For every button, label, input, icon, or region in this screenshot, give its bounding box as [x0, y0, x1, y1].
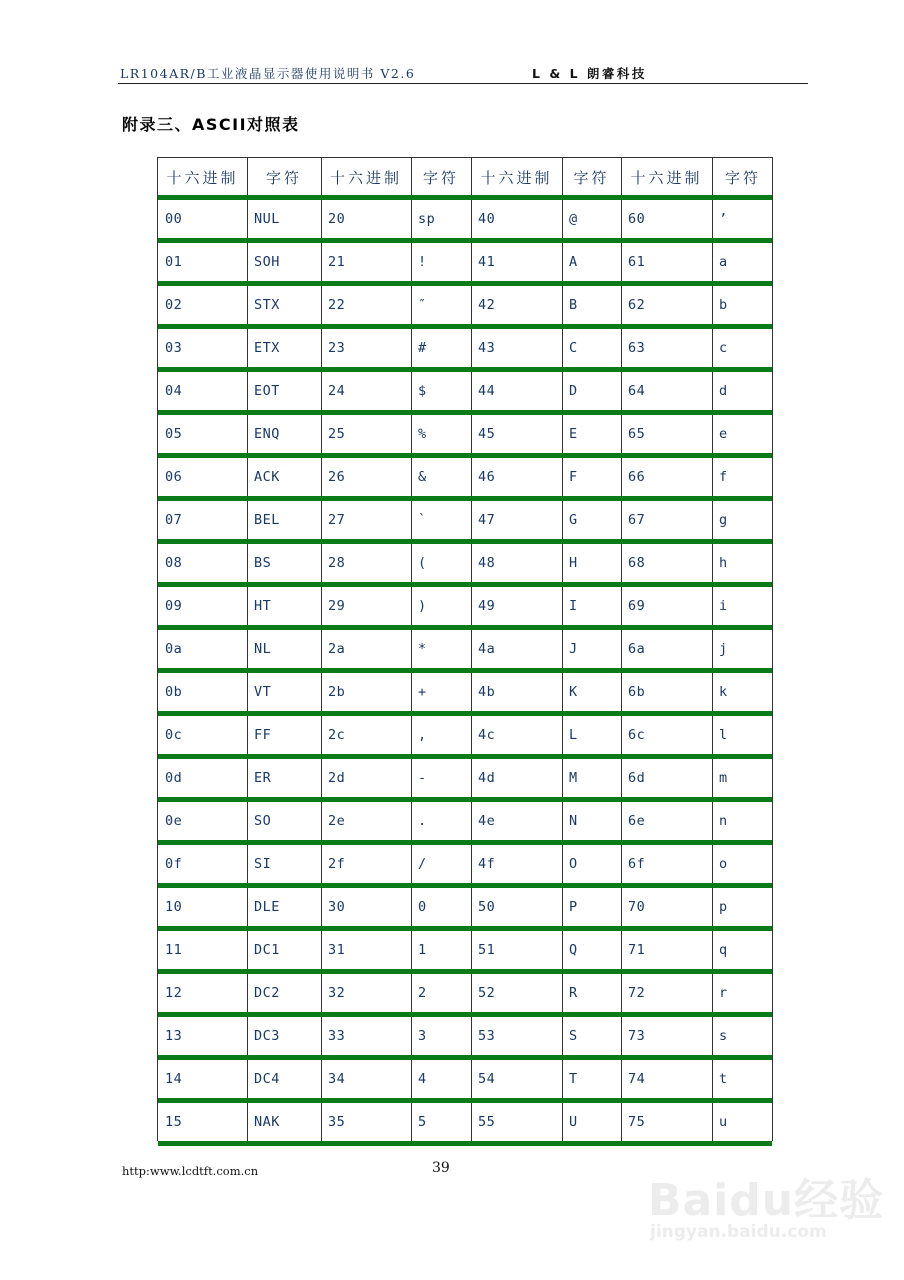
hex-cell: 35	[328, 1114, 346, 1130]
char-cell: VT	[254, 684, 272, 700]
char-cell: e	[719, 426, 728, 442]
table-row	[158, 630, 772, 668]
hex-cell: 03	[165, 340, 183, 356]
table-row	[158, 587, 772, 625]
table-row	[158, 802, 772, 840]
char-cell: $	[418, 383, 427, 399]
hex-cell: 41	[478, 254, 496, 270]
char-cell: N	[569, 813, 578, 829]
char-cell: o	[719, 856, 728, 872]
section-title: 附录三、ASCII对照表	[122, 115, 300, 134]
char-cell: k	[719, 684, 728, 700]
hex-cell: 0c	[165, 727, 183, 743]
char-cell: @	[569, 211, 578, 227]
table-row	[158, 759, 772, 797]
char-cell: NAK	[254, 1114, 280, 1130]
hex-cell: 0b	[165, 684, 183, 700]
header-hex: 十六进制	[329, 168, 402, 187]
hex-cell: 71	[628, 942, 646, 958]
char-cell: u	[719, 1114, 728, 1130]
char-cell: U	[569, 1114, 578, 1130]
table-row	[158, 1103, 772, 1141]
hex-cell: 06	[165, 469, 183, 485]
char-cell: Q	[569, 942, 578, 958]
hex-cell: 48	[478, 555, 496, 571]
hex-cell: 2e	[328, 813, 346, 829]
char-cell: 5	[418, 1114, 427, 1130]
hex-cell: 50	[478, 899, 496, 915]
hex-cell: 2f	[328, 856, 346, 872]
hex-cell: 4e	[478, 813, 496, 829]
char-cell: 3	[418, 1028, 427, 1044]
hex-cell: 11	[165, 942, 183, 958]
table-row	[158, 845, 772, 883]
char-cell: H	[569, 555, 578, 571]
header-hex: 十六进制	[166, 168, 239, 187]
table-row	[158, 1060, 772, 1098]
hex-cell: 31	[328, 942, 346, 958]
hex-cell: 00	[165, 211, 183, 227]
char-cell: D	[569, 383, 578, 399]
hex-cell: 2d	[328, 770, 346, 786]
char-cell: *	[418, 641, 427, 657]
hex-cell: 04	[165, 383, 183, 399]
hex-cell: 68	[628, 555, 646, 571]
hex-cell: 70	[628, 899, 646, 915]
char-cell: b	[719, 297, 728, 313]
hex-cell: 08	[165, 555, 183, 571]
char-cell: E	[569, 426, 578, 442]
char-cell: g	[719, 512, 728, 528]
hex-cell: 51	[478, 942, 496, 958]
hex-cell: 01	[165, 254, 183, 270]
char-cell: STX	[254, 297, 280, 313]
char-cell: l	[719, 727, 728, 743]
hex-cell: 63	[628, 340, 646, 356]
hex-cell: 64	[628, 383, 646, 399]
char-cell: R	[569, 985, 578, 1001]
hex-cell: 72	[628, 985, 646, 1001]
hex-cell: 60	[628, 211, 646, 227]
char-cell: 4	[418, 1071, 427, 1087]
char-cell: ″	[418, 297, 427, 313]
char-cell: B	[569, 297, 578, 313]
char-cell: %	[418, 426, 427, 442]
hex-cell: 27	[328, 512, 346, 528]
char-cell: I	[569, 598, 578, 614]
char-cell: DC2	[254, 985, 280, 1001]
char-cell: K	[569, 684, 578, 700]
hex-cell: 24	[328, 383, 346, 399]
hex-cell: 6b	[628, 684, 646, 700]
char-cell: HT	[254, 598, 272, 614]
char-cell: ER	[254, 770, 272, 786]
hex-cell: 20	[328, 211, 346, 227]
char-cell: M	[569, 770, 578, 786]
company-name: L & L 朗睿科技	[532, 66, 647, 81]
table-header-row	[158, 157, 772, 196]
table-row	[158, 1017, 772, 1055]
hex-cell: 14	[165, 1071, 183, 1087]
char-cell: r	[719, 985, 728, 1001]
char-cell: DC4	[254, 1071, 280, 1087]
char-cell: sp	[418, 211, 436, 227]
hex-cell: 69	[628, 598, 646, 614]
hex-cell: 07	[165, 512, 183, 528]
hex-cell: 4d	[478, 770, 496, 786]
char-cell: &	[418, 469, 427, 485]
table-row	[158, 286, 772, 324]
hex-cell: 65	[628, 426, 646, 442]
table-row	[158, 716, 772, 754]
char-cell: DLE	[254, 899, 280, 915]
hex-cell: 30	[328, 899, 346, 915]
hex-cell: 29	[328, 598, 346, 614]
hex-cell: 28	[328, 555, 346, 571]
table-row	[158, 200, 772, 238]
hex-cell: 52	[478, 985, 496, 1001]
header-divider	[118, 83, 808, 84]
header-char: 字符	[724, 168, 761, 187]
char-cell: C	[569, 340, 578, 356]
hex-cell: 62	[628, 297, 646, 313]
hex-cell: 49	[478, 598, 496, 614]
char-cell: ACK	[254, 469, 280, 485]
hex-cell: 42	[478, 297, 496, 313]
char-cell: -	[418, 770, 427, 786]
char-cell: q	[719, 942, 728, 958]
table-row	[158, 974, 772, 1012]
watermark	[648, 1142, 885, 1252]
page-number: 39	[432, 1160, 450, 1176]
hex-cell: 12	[165, 985, 183, 1001]
hex-cell: 61	[628, 254, 646, 270]
char-cell: SO	[254, 813, 272, 829]
char-cell: )	[418, 598, 427, 614]
char-cell: `	[418, 512, 427, 528]
baidu-watermark-logo: Baidu经验	[648, 1175, 885, 1226]
table-row	[158, 501, 772, 539]
hex-cell: 26	[328, 469, 346, 485]
table-row	[158, 544, 772, 582]
table-row	[158, 243, 772, 281]
hex-cell: 0d	[165, 770, 183, 786]
table-row	[158, 415, 772, 453]
ascii-table	[157, 157, 773, 1141]
char-cell: DC1	[254, 942, 280, 958]
char-cell: +	[418, 684, 427, 700]
header-char: 字符	[573, 168, 610, 187]
hex-cell: 45	[478, 426, 496, 442]
char-cell: T	[569, 1071, 578, 1087]
char-cell: i	[719, 598, 728, 614]
char-cell: .	[418, 813, 427, 829]
hex-cell: 75	[628, 1114, 646, 1130]
table-row	[158, 888, 772, 926]
char-cell: ETX	[254, 340, 280, 356]
hex-cell: 74	[628, 1071, 646, 1087]
document-title: LR104AR/B工业液晶显示器使用说明书 V2.6	[120, 66, 416, 81]
char-cell: S	[569, 1028, 578, 1044]
hex-cell: 05	[165, 426, 183, 442]
char-cell: 2	[418, 985, 427, 1001]
char-cell: n	[719, 813, 728, 829]
char-cell: G	[569, 512, 578, 528]
char-cell: m	[719, 770, 728, 786]
hex-cell: 25	[328, 426, 346, 442]
hex-cell: 46	[478, 469, 496, 485]
char-cell: a	[719, 254, 728, 270]
char-cell: NL	[254, 641, 272, 657]
hex-cell: 6d	[628, 770, 646, 786]
table-row	[158, 458, 772, 496]
hex-cell: 44	[478, 383, 496, 399]
table-row	[158, 329, 772, 367]
char-cell: (	[418, 555, 427, 571]
char-cell: A	[569, 254, 578, 270]
hex-cell: 33	[328, 1028, 346, 1044]
hex-cell: 43	[478, 340, 496, 356]
hex-cell: 0f	[165, 856, 183, 872]
hex-cell: 2c	[328, 727, 346, 743]
char-cell: EOT	[254, 383, 280, 399]
hex-cell: 6c	[628, 727, 646, 743]
header-char: 字符	[265, 168, 302, 187]
char-cell: t	[719, 1071, 728, 1087]
char-cell: ’	[719, 211, 728, 227]
char-cell: /	[418, 856, 427, 872]
hex-cell: 15	[165, 1114, 183, 1130]
char-cell: SI	[254, 856, 272, 872]
header-hex: 十六进制	[630, 168, 703, 187]
watermark-url: jingyan.baidu.com	[650, 1222, 827, 1242]
char-cell: j	[719, 641, 728, 657]
hex-cell: 0e	[165, 813, 183, 829]
footer-url[interactable]: http:www.lcdtft.com.cn	[122, 1164, 259, 1178]
hex-cell: 54	[478, 1071, 496, 1087]
char-cell: s	[719, 1028, 728, 1044]
char-cell: J	[569, 641, 578, 657]
hex-cell: 66	[628, 469, 646, 485]
hex-cell: 22	[328, 297, 346, 313]
char-cell: 1	[418, 942, 427, 958]
char-cell: ENQ	[254, 426, 280, 442]
char-cell: NUL	[254, 211, 280, 227]
char-cell: O	[569, 856, 578, 872]
char-cell: f	[719, 469, 728, 485]
hex-cell: 10	[165, 899, 183, 915]
hex-cell: 2a	[328, 641, 346, 657]
char-cell: FF	[254, 727, 272, 743]
header-char: 字符	[422, 168, 459, 187]
hex-cell: 34	[328, 1071, 346, 1087]
char-cell: SOH	[254, 254, 280, 270]
hex-cell: 4f	[478, 856, 496, 872]
hex-cell: 53	[478, 1028, 496, 1044]
hex-cell: 32	[328, 985, 346, 1001]
hex-cell: 67	[628, 512, 646, 528]
hex-cell: 73	[628, 1028, 646, 1044]
hex-cell: 21	[328, 254, 346, 270]
char-cell: !	[418, 254, 427, 270]
hex-cell: 09	[165, 598, 183, 614]
header-hex: 十六进制	[480, 168, 553, 187]
table-row	[158, 673, 772, 711]
char-cell: d	[719, 383, 728, 399]
hex-cell: 6f	[628, 856, 646, 872]
char-cell: DC3	[254, 1028, 280, 1044]
hex-cell: 6e	[628, 813, 646, 829]
char-cell: 0	[418, 899, 427, 915]
hex-cell: 0a	[165, 641, 183, 657]
hex-cell: 13	[165, 1028, 183, 1044]
hex-cell: 2b	[328, 684, 346, 700]
char-cell: BS	[254, 555, 272, 571]
char-cell: F	[569, 469, 578, 485]
table-row	[158, 931, 772, 969]
char-cell: h	[719, 555, 728, 571]
char-cell: BEL	[254, 512, 280, 528]
table-row	[158, 372, 772, 410]
hex-cell: 02	[165, 297, 183, 313]
hex-cell: 47	[478, 512, 496, 528]
hex-cell: 23	[328, 340, 346, 356]
char-cell: #	[418, 340, 427, 356]
hex-cell: 6a	[628, 641, 646, 657]
hex-cell: 40	[478, 211, 496, 227]
char-cell: P	[569, 899, 578, 915]
char-cell: p	[719, 899, 728, 915]
hex-cell: 55	[478, 1114, 496, 1130]
char-cell: ,	[418, 727, 427, 743]
char-cell: L	[569, 727, 578, 743]
hex-cell: 4a	[478, 641, 496, 657]
hex-cell: 4b	[478, 684, 496, 700]
char-cell: c	[719, 340, 728, 356]
hex-cell: 4c	[478, 727, 496, 743]
